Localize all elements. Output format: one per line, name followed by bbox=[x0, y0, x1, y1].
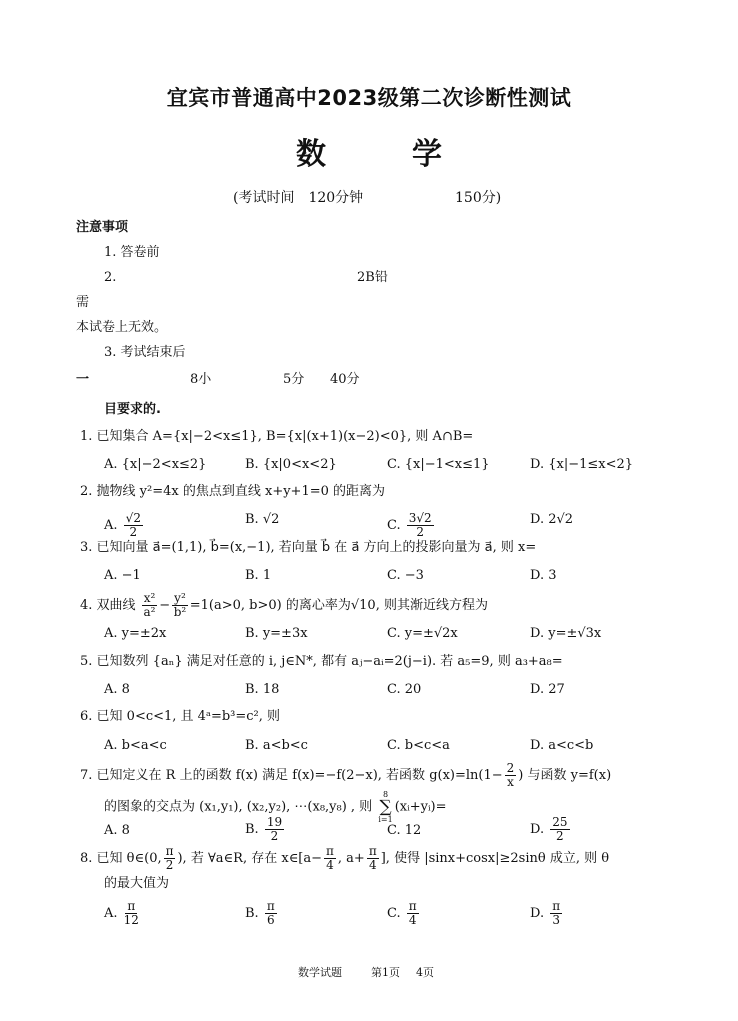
option-c: C. {x|−1<x≤1} bbox=[387, 457, 490, 472]
option-a: A. 8 bbox=[104, 682, 130, 697]
option-b: B. 1 bbox=[245, 568, 272, 583]
option-c: C. 20 bbox=[387, 682, 422, 697]
denominator: 2 bbox=[556, 829, 564, 843]
denominator: 4 bbox=[368, 858, 377, 872]
fraction bbox=[407, 900, 419, 927]
option-a: A. y=±2x bbox=[104, 626, 167, 641]
denominator: x bbox=[507, 775, 514, 789]
question-2-options bbox=[104, 506, 704, 539]
fraction bbox=[124, 512, 143, 539]
fraction bbox=[324, 845, 336, 872]
option-c: C. y=±√2x bbox=[387, 626, 458, 641]
numerator: π bbox=[127, 899, 136, 913]
numerator: π bbox=[408, 899, 417, 913]
denominator: b² bbox=[173, 605, 187, 619]
sum-sign: ∑ bbox=[379, 797, 392, 817]
numerator: π bbox=[552, 899, 561, 913]
question-7-stem bbox=[80, 762, 611, 790]
numerator: 3√2 bbox=[408, 511, 432, 525]
question-8-stem bbox=[80, 845, 609, 873]
numerator: y² bbox=[174, 591, 186, 605]
option-c bbox=[387, 900, 421, 927]
section-each: 5分 bbox=[283, 372, 305, 387]
section-label: 一 bbox=[76, 372, 90, 387]
note-2-pencil: 2B铅 bbox=[357, 270, 388, 285]
option-b: B. 18 bbox=[245, 682, 280, 697]
sum-upper: 8 bbox=[382, 790, 389, 799]
option-b: B. y=±3x bbox=[245, 626, 308, 641]
option-label: C. bbox=[387, 518, 401, 533]
fraction bbox=[265, 816, 284, 843]
option-d: D. 27 bbox=[530, 682, 565, 697]
numerator: √2 bbox=[125, 511, 141, 525]
section-count: 8小 bbox=[190, 372, 212, 387]
option-a bbox=[104, 512, 145, 539]
denominator: 6 bbox=[266, 913, 275, 927]
note-2-invalid: 本试卷上无效。 bbox=[76, 320, 168, 335]
option-a: A. {x|−2<x≤2} bbox=[104, 457, 207, 472]
question-4-stem bbox=[80, 592, 488, 620]
footer-name: 数学试题 bbox=[298, 966, 342, 979]
stem-text: (xᵢ+yᵢ)= bbox=[394, 799, 447, 815]
option-d bbox=[530, 900, 564, 927]
stem-text: 的图象的交点为 (x₁,y₁), (x₂,y₂), ⋯(x₈,y₈) , 则 bbox=[104, 799, 373, 815]
denominator: 4 bbox=[326, 858, 334, 872]
stem-text: ), 若 ∀a∈R, 存在 x∈[a− bbox=[177, 851, 323, 866]
denominator: 3 bbox=[552, 913, 560, 927]
fraction bbox=[172, 592, 188, 619]
option-d: D. a<c<b bbox=[530, 738, 594, 753]
time-note: (考试时间 120分钟 bbox=[233, 190, 364, 206]
footer-page: 第1页 bbox=[371, 966, 400, 979]
fraction bbox=[142, 592, 158, 619]
option-c: C. 12 bbox=[387, 823, 422, 838]
option-d: D. {x|−1≤x<2} bbox=[530, 457, 634, 472]
stem-text: 7. 已知定义在 R 上的函数 f(x) 满足 f(x)=−f(2−x), 若函数 g(x)=ln(1− bbox=[80, 768, 503, 783]
option-c bbox=[387, 512, 436, 539]
option-c: C. −3 bbox=[387, 568, 424, 583]
fraction bbox=[550, 900, 562, 927]
numerator: 2 bbox=[506, 761, 515, 775]
note-2: 2. bbox=[104, 270, 117, 285]
question-3-stem: 3. 已知向量 a⃗=(1,1), b⃗=(x,−1), 若向量 b⃗ 在 a⃗ 方向上的投影向量为 a⃗, 则 x= bbox=[80, 540, 537, 555]
denominator: 4 bbox=[408, 913, 417, 927]
option-label: B. bbox=[245, 906, 259, 921]
stem-text: ) 与函数 y=f(x) bbox=[518, 768, 612, 783]
numerator: 25 bbox=[552, 815, 568, 829]
question-6-stem: 6. 已知 0<c<1, 且 4ᵃ=b³=c², 则 bbox=[80, 709, 281, 724]
denominator: 2 bbox=[165, 858, 174, 872]
option-label: C. bbox=[387, 906, 401, 921]
fraction bbox=[367, 845, 379, 872]
option-c: C. b<c<a bbox=[387, 738, 450, 753]
option-d: D. 2√2 bbox=[530, 512, 574, 527]
section-total: 40分 bbox=[330, 372, 360, 387]
stem-text: , a+ bbox=[337, 851, 365, 866]
denominator: 2 bbox=[416, 525, 425, 539]
notes-heading: 注意事项 bbox=[76, 220, 129, 235]
fraction bbox=[164, 845, 176, 872]
numerator: π bbox=[266, 899, 275, 913]
fraction bbox=[407, 512, 434, 539]
minus-sign: − bbox=[159, 598, 171, 613]
question-7-options bbox=[104, 816, 704, 846]
note-1: 1. 答卷前 bbox=[104, 245, 160, 260]
question-2-stem: 2. 抛物线 y²=4x 的焦点到直线 x+y+1=0 的距离为 bbox=[80, 484, 386, 499]
option-b: B. a<b<c bbox=[245, 738, 308, 753]
numerator: π bbox=[165, 844, 174, 858]
option-b bbox=[245, 900, 279, 927]
option-label: D. bbox=[530, 822, 545, 837]
question-1-stem: 1. 已知集合 A={x|−2<x≤1}, B={x|(x+1)(x−2)<0}, 则 A∩B= bbox=[80, 429, 474, 444]
stem-text: ], 使得 |sinx+cosx|≥2sinθ 成立, 则 θ bbox=[380, 851, 610, 866]
denominator: 12 bbox=[123, 913, 139, 927]
option-a: A. −1 bbox=[104, 568, 141, 583]
fraction bbox=[124, 900, 139, 927]
footer-total: 4页 bbox=[416, 966, 434, 979]
option-a: A. 8 bbox=[104, 823, 130, 838]
option-label: A. bbox=[104, 518, 118, 533]
fraction bbox=[505, 762, 517, 789]
numerator: π bbox=[368, 844, 377, 858]
denominator: 2 bbox=[270, 829, 279, 843]
fraction bbox=[550, 816, 569, 843]
exam-title: 宜宾市普通高中2023级第二次诊断性测试 bbox=[166, 86, 572, 110]
sum-lower: i=1 bbox=[378, 815, 393, 824]
numerator: x² bbox=[143, 591, 156, 605]
option-label: B. bbox=[245, 822, 259, 837]
denominator: a² bbox=[143, 605, 156, 619]
stem-text: 8. 已知 θ∈(0, bbox=[80, 851, 162, 866]
numerator: 19 bbox=[266, 815, 283, 829]
note-2-cont: 需 bbox=[76, 295, 90, 310]
option-b bbox=[245, 816, 286, 843]
option-b: B. {x|0<x<2} bbox=[245, 457, 337, 472]
option-label: A. bbox=[104, 906, 118, 921]
option-d bbox=[530, 816, 572, 843]
option-b: B. √2 bbox=[245, 512, 280, 527]
note-3: 3. 考试结束后 bbox=[104, 345, 186, 360]
question-8-options bbox=[104, 900, 704, 930]
option-label: D. bbox=[530, 906, 545, 921]
option-d: D. 3 bbox=[530, 568, 557, 583]
option-a bbox=[104, 900, 141, 927]
section-req: 目要求的. bbox=[104, 402, 161, 417]
stem-text: 4. 双曲线 bbox=[80, 598, 136, 613]
option-d: D. y=±√3x bbox=[530, 626, 602, 641]
option-a: A. b<a<c bbox=[104, 738, 167, 753]
numerator: π bbox=[326, 844, 334, 858]
question-5-stem: 5. 已知数列 {aₙ} 满足对任意的 i, j∈N*, 都有 aⱼ−aᵢ=2(j−i). 若 a₅=9, 则 a₃+a₈= bbox=[80, 654, 563, 669]
score-note: 150分) bbox=[455, 190, 502, 206]
question-8-line2: 的最大值为 bbox=[104, 876, 170, 891]
stem-text: =1(a>0, b>0) 的离心率为√10, 则其渐近线方程为 bbox=[189, 598, 488, 613]
subject-title: 数 学 bbox=[296, 137, 470, 172]
denominator: 2 bbox=[129, 525, 138, 539]
fraction bbox=[265, 900, 277, 927]
